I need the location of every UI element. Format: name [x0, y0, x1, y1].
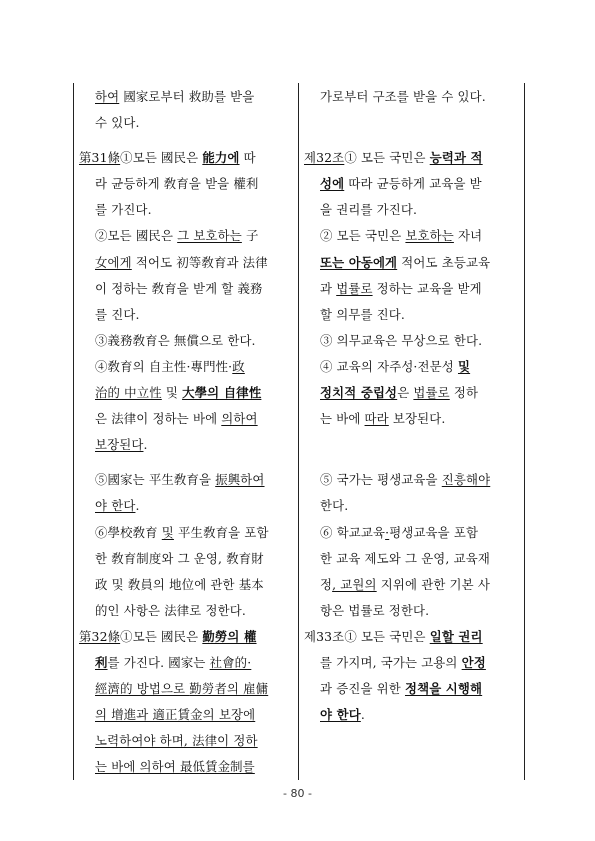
old-text-column	[79, 84, 295, 780]
text-line	[304, 250, 521, 276]
text-run: 지위에 관한 기본 사	[376, 576, 490, 592]
text-run: 을 권리를 가진다.	[320, 202, 418, 218]
text-run: 수 있다.	[95, 115, 140, 131]
text-line	[304, 598, 521, 624]
text-line	[304, 650, 521, 676]
text-line	[79, 432, 295, 458]
line-text	[95, 171, 295, 197]
text-line	[304, 676, 521, 702]
underlined-text: ·	[385, 524, 390, 540]
text-run: ①모든 國民은	[120, 150, 203, 166]
emphasized-text: 안정	[461, 654, 486, 670]
text-line	[304, 702, 521, 728]
line-text	[320, 276, 521, 302]
text-run: ⑤ 국가는 평생교육을	[320, 472, 442, 488]
line-text	[95, 754, 295, 780]
paragraph-gap	[79, 458, 295, 467]
text-line	[79, 250, 295, 276]
text-line	[79, 276, 295, 302]
text-run: 를 가지며, 국가는 고용의	[320, 654, 462, 670]
text-line	[79, 572, 295, 598]
text-run: 자녀	[453, 228, 483, 244]
underlined-text: 經濟的 방법으로	[95, 681, 190, 697]
line-text	[320, 354, 521, 380]
text-line	[79, 467, 295, 493]
line-text	[320, 467, 521, 493]
text-run: ④敎育의 自主性·專門性·	[95, 358, 233, 374]
line-text	[320, 702, 521, 728]
emphasized-text: 또는 아동에게	[320, 254, 398, 270]
line-text	[320, 572, 521, 598]
text-line	[304, 354, 521, 380]
text-run: 는 바에	[320, 411, 365, 427]
line-text	[320, 110, 521, 136]
text-run: 政 및 敎員의 地位에 관한 基本	[95, 576, 264, 592]
text-run: 평생교육을 포함	[389, 524, 479, 540]
article-number: 제32조	[304, 150, 345, 166]
underlined-text: 야 한다	[95, 498, 136, 514]
line-text	[95, 520, 295, 546]
text-run: 한 敎育制度와 그 운영, 敎育財	[95, 550, 264, 566]
emphasized-text: 利	[95, 654, 108, 670]
paragraph-gap	[304, 136, 521, 145]
text-line	[79, 197, 295, 223]
emphasized-text: 能力에	[202, 150, 240, 166]
text-line	[304, 328, 521, 354]
line-text	[95, 197, 295, 223]
text-line	[79, 650, 295, 676]
underlined-text: , 교원의	[332, 576, 377, 592]
line-text	[95, 546, 295, 572]
line-text	[320, 223, 521, 249]
line-text	[320, 380, 521, 406]
line-text	[95, 728, 295, 754]
line-text	[344, 145, 521, 171]
underlined-text: 법률로	[336, 280, 373, 296]
underlined-text: 勤勞者의 雇傭	[189, 681, 269, 697]
line-text	[320, 432, 521, 458]
underlined-text: 女에게	[95, 254, 132, 270]
line-text	[95, 702, 295, 728]
text-line	[304, 302, 521, 328]
article-number: 第32條	[79, 628, 121, 644]
text-line	[79, 380, 295, 406]
text-run: 정하	[449, 385, 479, 401]
line-text	[95, 493, 295, 519]
text-line	[304, 171, 521, 197]
line-text	[95, 598, 295, 624]
text-run: 한 교육 제도와 그 운영, 교육재	[320, 550, 490, 566]
text-run: ①모든 國民은	[120, 628, 203, 644]
line-text	[95, 328, 295, 354]
underlined-text: 의 增進과 適正賃金의 보장에	[95, 707, 256, 723]
emphasized-text: 야 한다	[320, 707, 361, 723]
line-text	[95, 110, 295, 136]
line-text	[95, 676, 295, 702]
line-text	[320, 302, 521, 328]
text-run: ③義務敎育은 無償으로 한다.	[95, 332, 256, 348]
underlined-text: 진흥해야	[441, 472, 491, 488]
text-line	[304, 84, 521, 110]
underlined-text: 노력하여야 하며, 法律이 정하	[95, 733, 258, 749]
rule-right-outer	[524, 83, 525, 780]
text-line	[304, 276, 521, 302]
line-text	[95, 467, 295, 493]
text-run: ④ 교육의 자주성·전문성	[320, 358, 458, 374]
line-text	[95, 84, 295, 110]
text-line	[79, 302, 295, 328]
text-run: 보장된다.	[388, 411, 446, 427]
line-text	[95, 406, 295, 432]
emphasized-text: 정치적 중립성	[320, 385, 398, 401]
underlined-text: 법률로	[413, 385, 450, 401]
underlined-text: 社會的·	[209, 654, 252, 670]
text-line	[79, 84, 295, 110]
text-line	[304, 406, 521, 432]
text-run: 를 진다.	[95, 306, 140, 322]
text-run: 라 균등하게 敎育을 받을 權利	[95, 176, 259, 192]
text-run: 를 가진다.	[95, 202, 152, 218]
line-text	[320, 406, 521, 432]
line-text	[95, 223, 295, 249]
text-run: ②모든 國民은	[95, 228, 178, 244]
emphasized-text: 정책을 시행해	[404, 681, 483, 697]
text-line	[304, 467, 521, 493]
text-run: ⑥ 학교교육	[320, 524, 386, 540]
text-run: ⑤國家는 平生敎育을	[95, 472, 216, 488]
text-line	[79, 546, 295, 572]
text-line	[79, 328, 295, 354]
text-run: 따라 균등하게 교육을 받	[344, 176, 482, 192]
article-number: 第31條	[79, 150, 121, 166]
line-text	[95, 380, 295, 406]
paragraph-gap	[79, 136, 295, 145]
text-line	[79, 598, 295, 624]
text-run: .	[135, 498, 140, 514]
text-line	[79, 354, 295, 380]
line-text	[95, 650, 295, 676]
text-line	[79, 223, 295, 249]
line-text	[320, 84, 521, 110]
text-line	[304, 546, 521, 572]
text-run: ③ 의무교육은 무상으로 한다.	[320, 332, 483, 348]
text-run: .	[360, 707, 365, 723]
underlined-text: 의하여	[221, 411, 258, 427]
text-line	[304, 432, 521, 458]
text-run: 를 가진다. 國家는	[107, 654, 210, 670]
text-run: 따	[239, 150, 256, 166]
text-run: 할 의무를 진다.	[320, 306, 405, 322]
text-run: 과 증진을 위한	[320, 681, 405, 697]
text-line	[304, 223, 521, 249]
text-run: 및	[161, 385, 183, 401]
line-text	[320, 676, 521, 702]
underlined-text: 보장된다	[95, 437, 144, 453]
line-text	[95, 250, 295, 276]
text-line	[304, 145, 521, 171]
rule-left-outer	[73, 83, 74, 780]
underlined-text: 는 바에 의하여 最低賃金制를	[95, 759, 255, 775]
line-text	[120, 145, 295, 171]
underlined-text: 하여	[95, 89, 120, 104]
text-run: ① 모든 국민은	[344, 628, 430, 644]
rule-center	[298, 83, 299, 780]
emphasized-text: 일할 권리	[429, 628, 483, 644]
text-line	[304, 520, 521, 546]
text-line	[79, 520, 295, 546]
text-run: 가로부터 구조를 받을 수 있다.	[320, 89, 486, 104]
text-line	[304, 197, 521, 223]
text-run: 적어도 초등교육	[397, 254, 491, 270]
text-line	[304, 493, 521, 519]
line-text	[344, 624, 521, 650]
underlined-text: 그 보호하는	[177, 228, 242, 244]
text-run: ⑥學校敎育	[95, 524, 162, 540]
text-line	[79, 171, 295, 197]
page-number: - 80 -	[283, 787, 312, 800]
line-text	[320, 493, 521, 519]
text-line	[79, 493, 295, 519]
line-text	[320, 520, 521, 546]
underlined-text: 政	[232, 358, 245, 374]
text-run: 은	[397, 385, 414, 401]
line-text	[320, 197, 521, 223]
line-text	[120, 624, 295, 650]
text-line	[79, 676, 295, 702]
line-text	[95, 354, 295, 380]
emphasized-text: 능력과 적	[429, 150, 483, 166]
underlined-text: 振興하여	[215, 472, 265, 488]
new-text-column	[304, 84, 521, 728]
text-run: ① 모든 국민은	[344, 150, 430, 166]
paragraph-gap	[304, 458, 521, 467]
text-line	[79, 754, 295, 780]
underlined-text: 및	[161, 524, 174, 540]
line-text	[320, 598, 521, 624]
line-text	[95, 432, 295, 458]
text-run: 子	[241, 228, 259, 244]
text-run: 國家로부터 救助를 받을	[119, 89, 255, 104]
text-run: 적어도 初等敎育과 法律	[131, 254, 268, 270]
emphasized-text: 勤勞의 權	[202, 628, 257, 644]
text-line	[304, 572, 521, 598]
line-text	[320, 650, 521, 676]
line-text	[320, 171, 521, 197]
line-text	[320, 546, 521, 572]
text-line	[79, 702, 295, 728]
text-run: 정	[320, 576, 333, 592]
text-line	[79, 624, 295, 650]
text-line	[304, 624, 521, 650]
text-run: ② 모든 국민은	[320, 228, 406, 244]
emphasized-text: 및	[457, 358, 471, 374]
text-run: .	[143, 437, 148, 453]
text-run: 항은 법률로 정한다.	[320, 602, 430, 618]
line-text	[95, 572, 295, 598]
line-text	[320, 328, 521, 354]
text-line	[79, 110, 295, 136]
emphasized-text: 성에	[320, 176, 345, 192]
underlined-text: 따라	[364, 411, 389, 427]
text-line	[79, 728, 295, 754]
text-run: 한다.	[320, 498, 349, 514]
text-line	[304, 380, 521, 406]
article-number: 제33조	[304, 628, 345, 644]
text-run: 정하는 교육을 받게	[372, 280, 482, 296]
line-text	[95, 302, 295, 328]
text-line	[79, 406, 295, 432]
underlined-text: 보호하는	[405, 228, 454, 244]
text-line	[79, 145, 295, 171]
text-run: 과	[320, 280, 337, 296]
text-run: 은 法律이 정하는 바에	[95, 411, 222, 427]
text-run: 平生敎育을 포함	[173, 524, 269, 540]
emphasized-text: 大學의 自律性	[182, 385, 262, 401]
line-text	[320, 250, 521, 276]
underlined-text: 治的 中立性	[95, 385, 162, 401]
text-run: 的인 사항은 法律로 정한다.	[95, 602, 246, 618]
text-line	[304, 110, 521, 136]
text-run: 이 정하는 敎育을 받게 할 義務	[95, 280, 263, 296]
line-text	[95, 276, 295, 302]
